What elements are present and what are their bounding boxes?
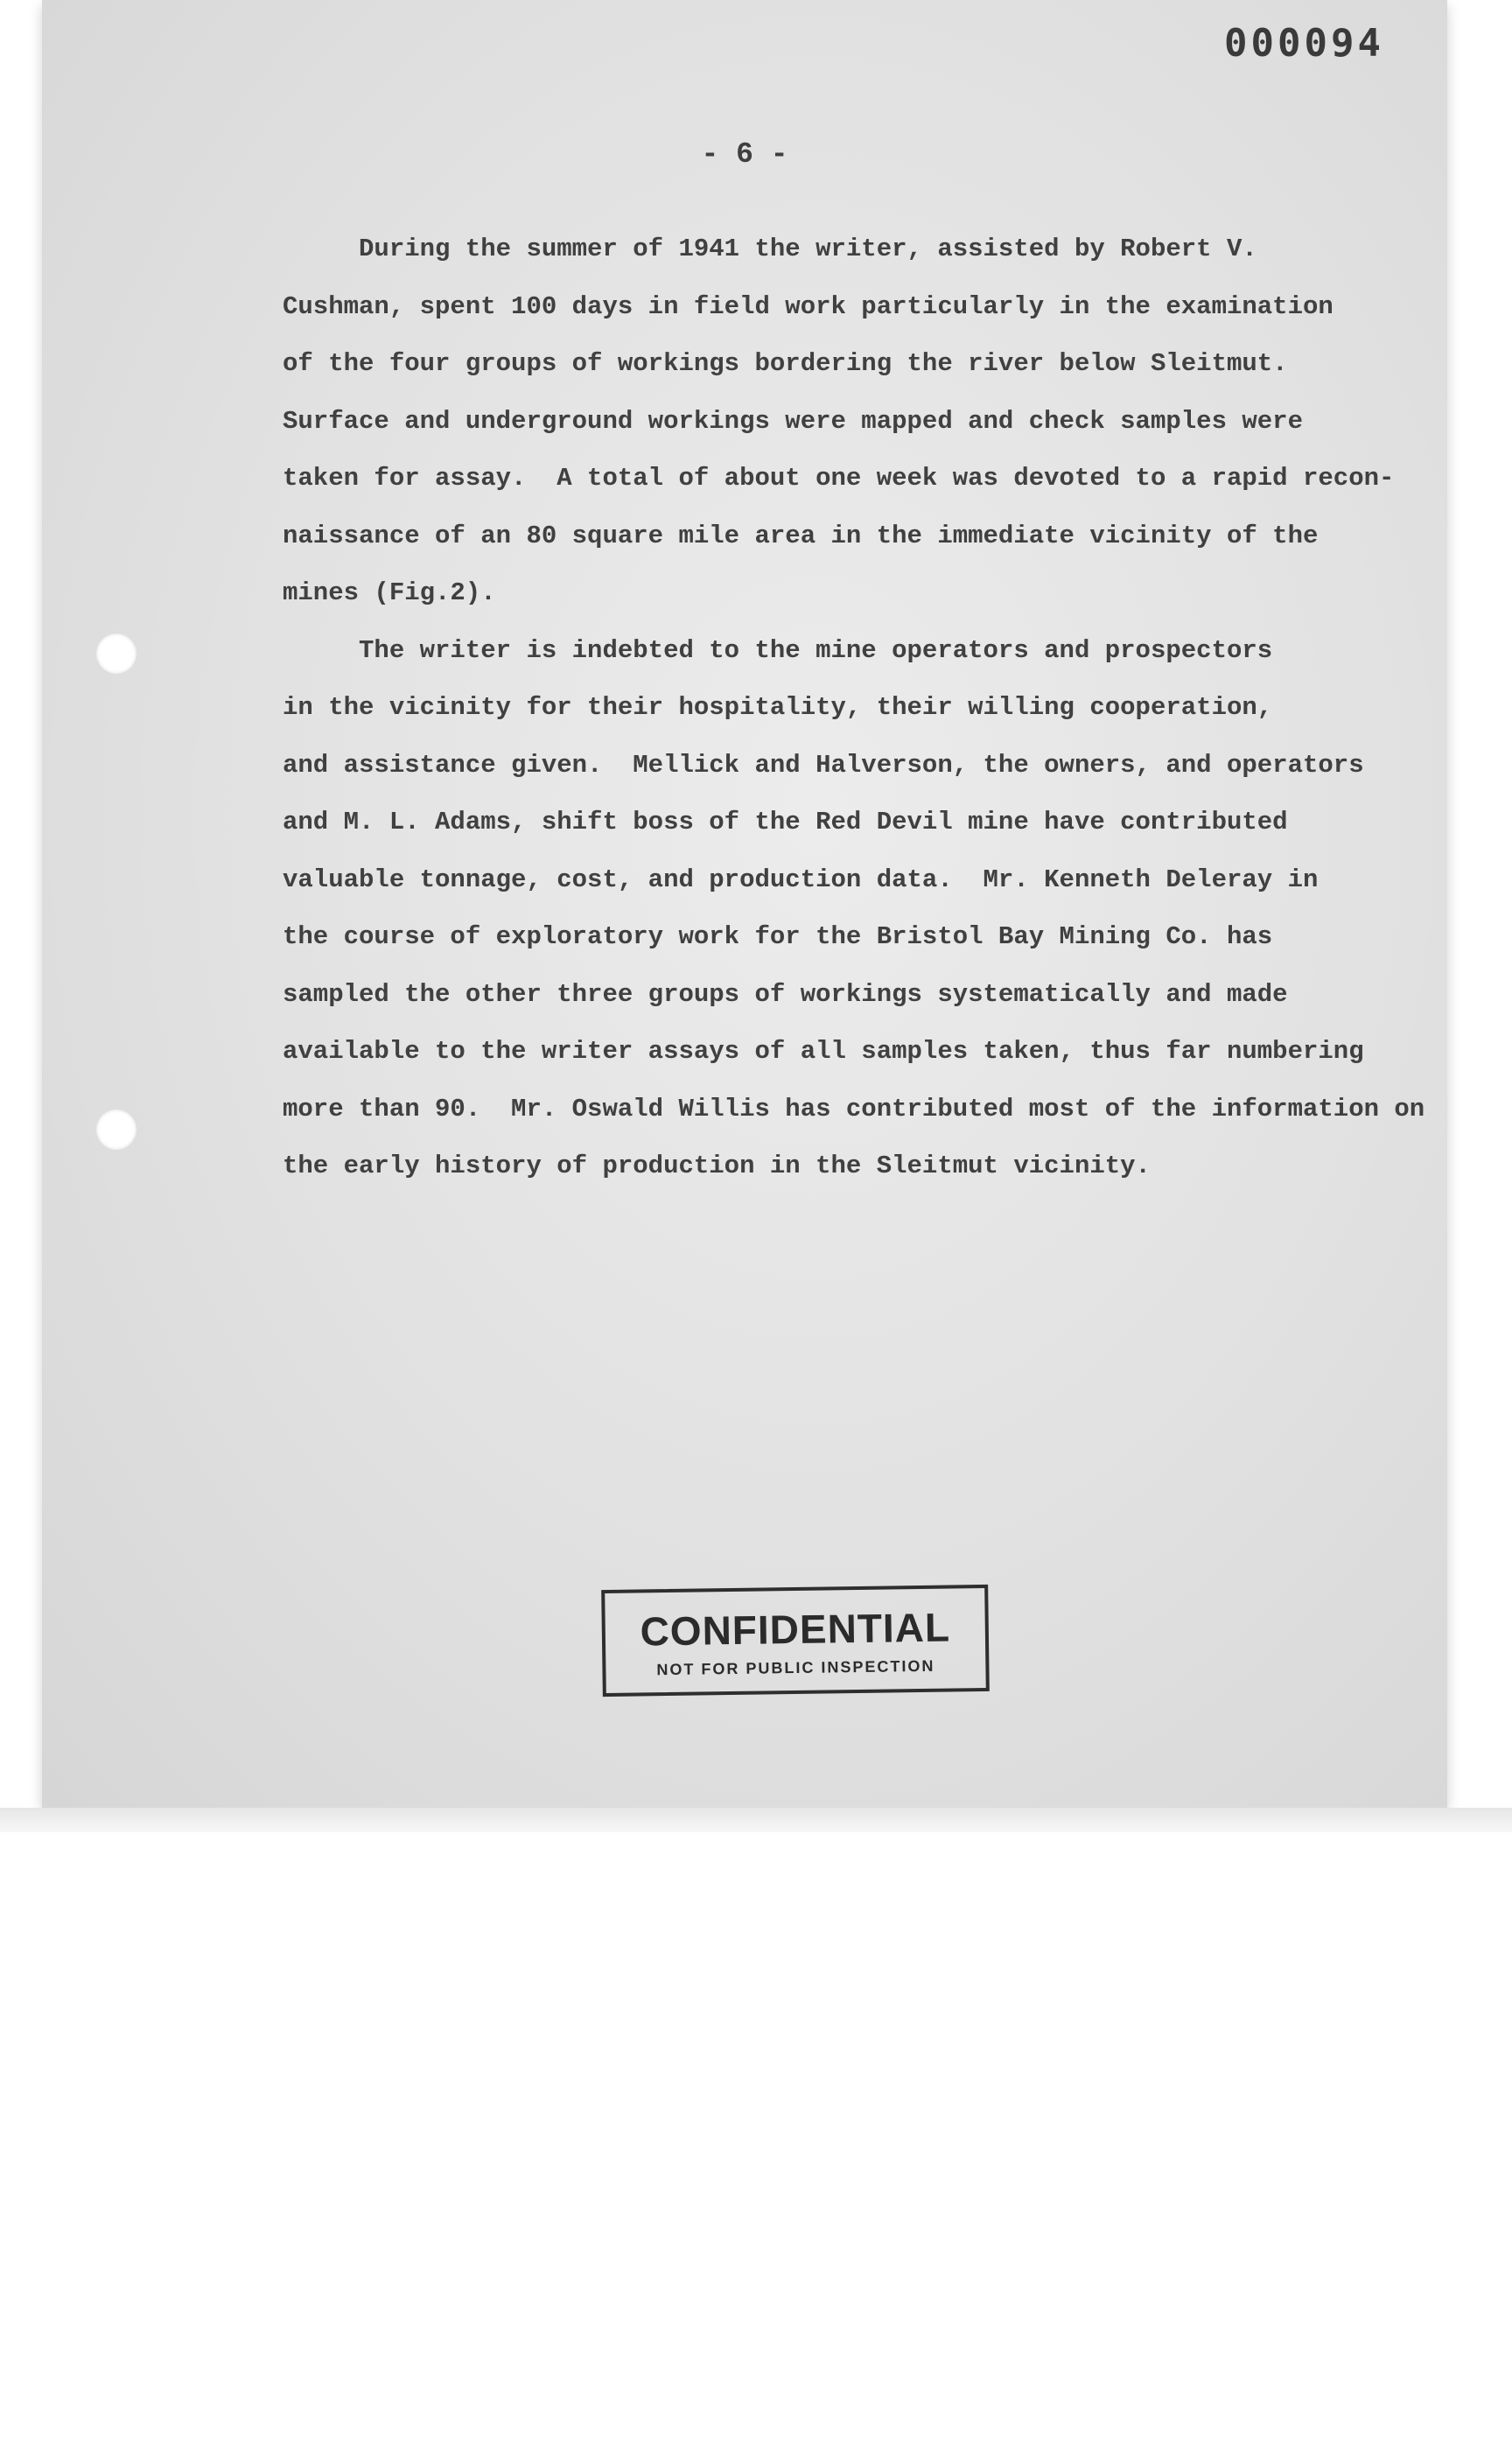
text-line: mines (Fig.2). [283,578,496,607]
body-text [283,220,1425,1195]
text-line: The writer is indebted to the mine operators and prospectors [283,635,1273,665]
text-line: naissance of an 80 square mile area in the immediate vicinity of the [283,521,1319,550]
stamp-subtitle: NOT FOR PUBLIC INSPECTION [656,1656,935,1679]
text-line: and M. L. Adams, shift boss of the Red Devil mine have contributed [283,808,1288,836]
text-line: valuable tonnage, cost, and production data. Mr. Kenneth Deleray in [283,864,1319,894]
text-line: Cushman, spent 100 days in field work particularly in the examination [283,291,1334,321]
text-line: sampled the other three groups of workings systematically and made [283,979,1288,1009]
confidential-stamp [601,1585,990,1697]
text-line: available to the writer assays of all samples taken, thus far numbering [283,1037,1364,1066]
text-line: more than 90. Mr. Oswald Willis has contributed most of the information on [283,1094,1425,1124]
page-bottom-edge [0,1808,1512,1832]
punch-hole [96,634,136,674]
text-line: the early history of production in the Sleitmut vicinity. [283,1152,1151,1180]
punch-hole [96,1110,136,1150]
text-line: During the summer of 1941 the writer, assisted by Robert V. [283,234,1257,263]
page-number: - 6 - [701,138,788,171]
serial-number: 000094 [1224,21,1384,66]
text-line: the course of exploratory work for the Bristol Bay Mining Co. has [283,922,1273,951]
stamp-title: CONFIDENTIAL [640,1604,951,1655]
text-line: and assistance given. Mellick and Halverson, the owners, and operators [283,750,1364,780]
text-line: in the vicinity for their hospitality, their willing cooperation, [283,693,1273,722]
text-line: taken for assay. A total of about one week was devoted to a rapid recon- [283,464,1395,493]
text-line: Surface and underground workings were mapped and check samples were [283,406,1303,436]
document-page [42,0,1447,1808]
text-line: of the four groups of workings bordering the river below Sleitmut. [283,349,1288,378]
